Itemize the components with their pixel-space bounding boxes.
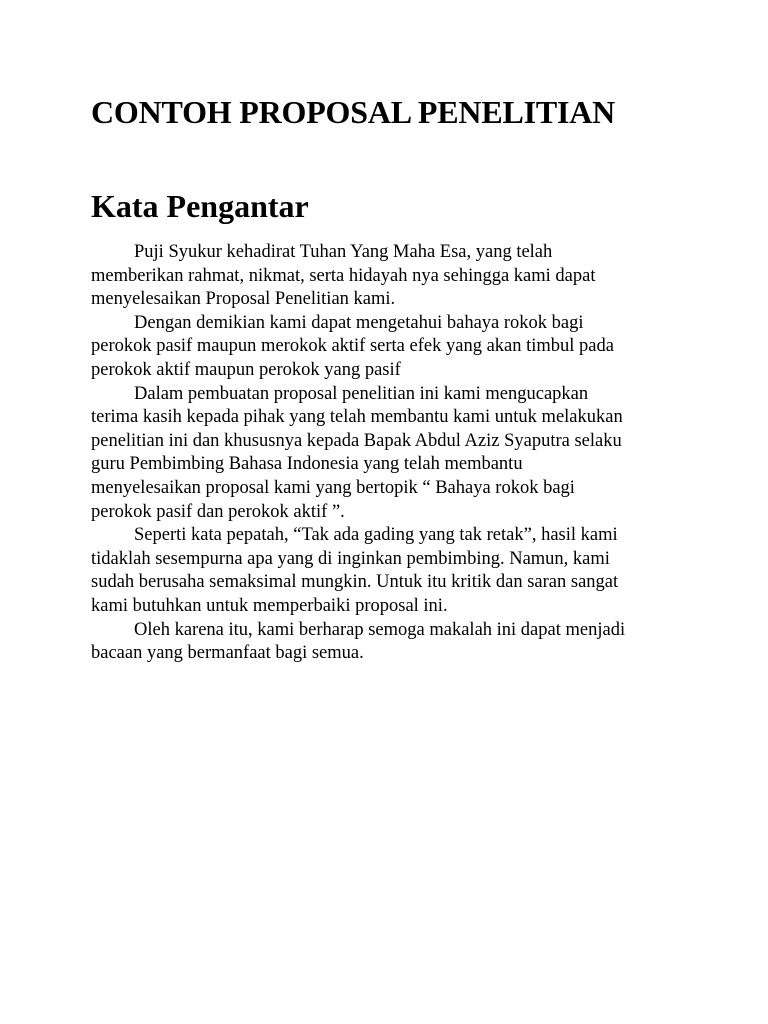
paragraph-line: sudah berusaha semaksimal mungkin. Untuk itu kritik dan saran sangat: [91, 572, 619, 593]
paragraph-line: guru Pembimbing Bahasa Indonesia yang telah membantu: [91, 454, 523, 475]
paragraph-line: bacaan yang bermanfaat bagi semua.: [91, 643, 364, 664]
paragraph-line: penelitian ini dan khususnya kepada Bapak Abdul Aziz Syaputra selaku: [91, 430, 622, 451]
paragraph-line: menyelesaikan Proposal Penelitian kami.: [91, 289, 396, 310]
paragraph-line: Oleh karena itu, kami berharap semoga makalah ini dapat menjadi: [134, 619, 626, 640]
paragraph-line: memberikan rahmat, nikmat, serta hidayah nya sehingga kami dapat: [91, 265, 596, 286]
paragraph-line: Puji Syukur kehadirat Tuhan Yang Maha Esa, yang telah: [134, 242, 553, 262]
body-text: [91, 241, 691, 666]
paragraph-line: terima kasih kepada pihak yang telah membantu kami untuk melakukan: [91, 407, 623, 428]
paragraph-line: tidaklah sesempurna apa yang di inginkan pembimbing. Namun, kami: [91, 548, 610, 569]
section-heading: Kata Pengantar: [91, 188, 309, 224]
paragraph-line: Dalam pembuatan proposal penelitian ini kami mengucapkan: [134, 383, 589, 404]
paragraph-line: Seperti kata pepatah, “Tak ada gading yang tak retak”, hasil kami: [134, 525, 618, 546]
paragraph-line: perokok pasif dan perokok aktif ”.: [91, 501, 345, 522]
paragraph-line: kami butuhkan untuk memperbaiki proposal ini.: [91, 595, 448, 616]
paragraph-line: perokok pasif maupun merokok aktif serta efek yang akan timbul pada: [91, 336, 614, 357]
paragraph-line: Dengan demikian kami dapat mengetahui bahaya rokok bagi: [134, 312, 584, 333]
paragraph-line: menyelesaikan proposal kami yang bertopik “ Bahaya rokok bagi: [91, 477, 575, 498]
paragraph-line: perokok aktif maupun perokok yang pasif: [91, 359, 401, 380]
document-title: CONTOH PROPOSAL PENELITIAN: [91, 94, 616, 130]
